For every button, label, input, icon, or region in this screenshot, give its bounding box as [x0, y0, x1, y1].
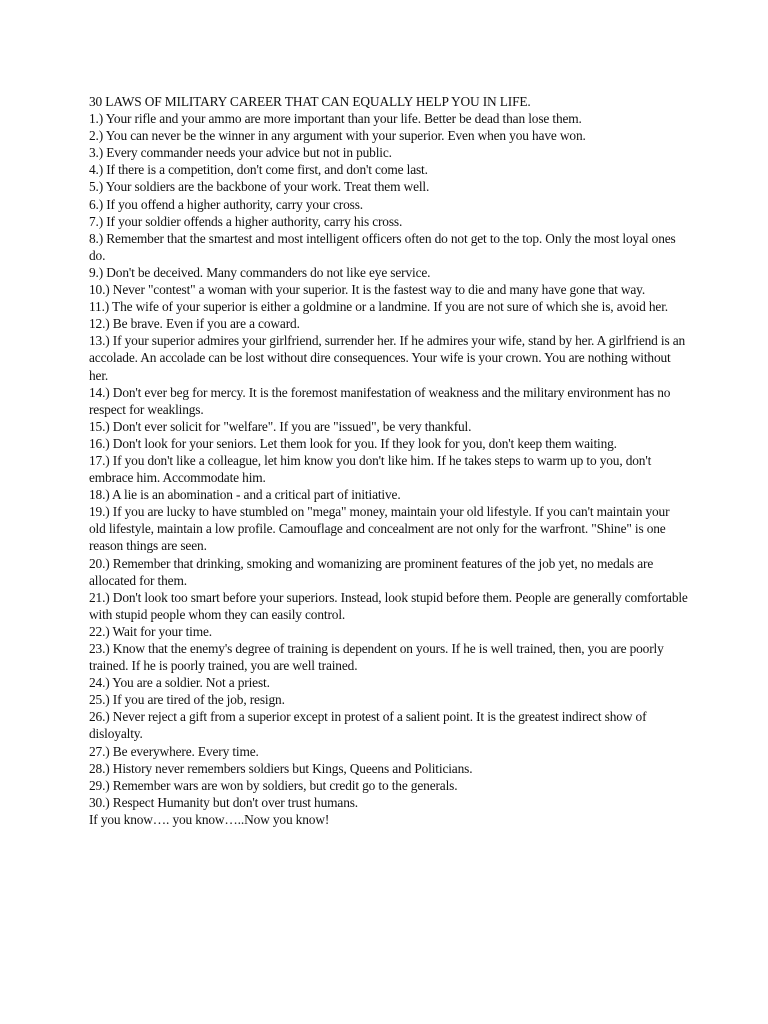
law-13: 13.) If your superior admires your girlfriend, surrender her. If he admires your wife, stand by her. A girlfriend is an accolade. An accolade can be lost without dire consequences. Your wife is your crown. You are nothing without her.: [89, 333, 686, 383]
law-12: 12.) Be brave. Even if you are a coward.: [89, 316, 300, 332]
closing-line: If you know…. you know…..Now you know!: [89, 811, 330, 827]
law-24: 24.) You are a soldier. Not a priest.: [89, 675, 270, 691]
law-1: 1.) Your rifle and your ammo are more important than your life. Better be dead than lose them.: [89, 111, 582, 127]
law-14: 14.) Don't ever beg for mercy. It is the foremost manifestation of weakness and the military environment has no respect for weaklings.: [89, 384, 671, 417]
law-17: 17.) If you don't like a colleague, let him know you don't like him. If he takes steps to warm up to you, don't embrace him. Accommodate him.: [89, 452, 652, 486]
law-20: 20.) Remember that drinking, smoking and womanizing are prominent features of the job yet, no medals are allocated for them.: [89, 555, 654, 588]
law-3: 3.) Every commander needs your advice but not in public.: [89, 145, 392, 161]
law-5: 5.) Your soldiers are the backbone of your work. Treat them well.: [89, 179, 430, 195]
law-11: 11.) The wife of your superior is either a goldmine or a landmine. If you are not sure of which she is, avoid her.: [89, 299, 668, 315]
law-29: 29.) Remember wars are won by soldiers, but credit go to the generals.: [89, 777, 458, 793]
law-21: 21.) Don't look too smart before your superiors. Instead, look stupid before them. People are generally comfortable with stupid people whom they can easily control.: [89, 589, 688, 622]
law-8: 8.) Remember that the smartest and most intelligent officers often do not get to the top. Only the most loyal ones do.: [89, 230, 676, 263]
law-7: 7.) If your soldier offends a higher authority, carry his cross.: [89, 213, 403, 229]
law-18: 18.) A lie is an abomination - and a critical part of initiative.: [89, 487, 401, 503]
law-10: 10.) Never "contest" a woman with your superior. It is the fastest way to die and many have gone that way.: [89, 282, 646, 298]
law-16: 16.) Don't look for your seniors. Let them look for you. If they look for you, don't keep them waiting.: [89, 435, 617, 451]
law-9: 9.) Don't be deceived. Many commanders do not like eye service.: [89, 264, 431, 280]
law-28: 28.) History never remembers soldiers but Kings, Queens and Politicians.: [89, 760, 473, 776]
law-6: 6.) If you offend a higher authority, carry your cross.: [89, 196, 363, 212]
document-body: [89, 93, 689, 828]
law-22: 22.) Wait for your time.: [89, 623, 213, 639]
law-27: 27.) Be everywhere. Every time.: [89, 743, 259, 759]
law-2: 2.) You can never be the winner in any argument with your superior. Even when you have won.: [89, 128, 586, 144]
law-15: 15.) Don't ever solicit for "welfare". If you are "issued", be very thankful.: [89, 418, 472, 434]
document-title: 30 LAWS OF MILITARY CAREER THAT CAN EQUALLY HELP YOU IN LIFE.: [89, 94, 531, 109]
law-30: 30.) Respect Humanity but don't over trust humans.: [89, 794, 359, 810]
law-19: 19.) If you are lucky to have stumbled on "mega" money, maintain your old lifestyle. If you can't maintain your old lifestyle, maintain a low profile. Camouflage and concealment are not only for the warfront. "Shine" is one reason things are seen.: [89, 504, 670, 554]
law-25: 25.) If you are tired of the job, resign.: [89, 692, 285, 708]
law-26: 26.) Never reject a gift from a superior except in protest of a salient point. It is the greatest indirect show of disloyalty.: [89, 709, 647, 742]
law-23: 23.) Know that the enemy's degree of training is dependent on yours. If he is well trained, then, you are poorly trained. If he is poorly trained, you are well trained.: [89, 641, 664, 674]
law-4: 4.) If there is a competition, don't come first, and don't come last.: [89, 162, 428, 178]
